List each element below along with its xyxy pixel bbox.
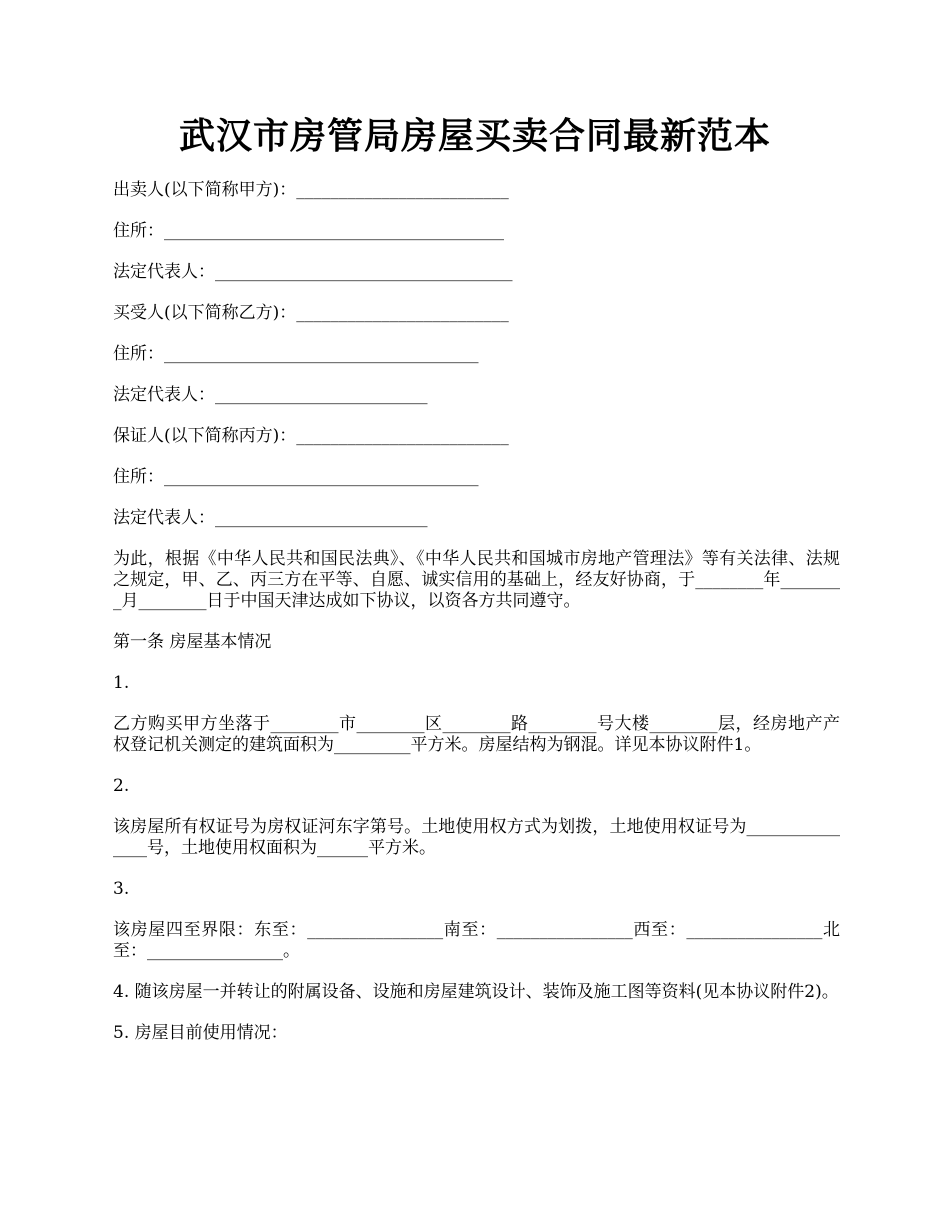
- buyer-representative-line: 法定代表人：_________________________: [113, 385, 428, 405]
- guarantor-address-line: 住所：_____________________________________: [113, 467, 479, 487]
- document-title: 武汉市房管局房屋买卖合同最新范本: [178, 115, 771, 157]
- buyer-address-line: 住所：_____________________________________: [113, 344, 479, 364]
- document-body: [113, 180, 840, 1064]
- guarantor-representative-line: 法定代表人：_________________________: [113, 508, 428, 528]
- item-3-number: 3.: [113, 879, 130, 899]
- item-4-text: 4. 随该房屋一并转让的附属设备、设施和房屋建筑设计、装饰及施工图等资料(见本协议附件2)。: [113, 982, 839, 1002]
- buyer-line: 买受人(以下简称乙方)：_________________________: [113, 303, 509, 323]
- item-1-number: 1.: [113, 673, 130, 693]
- seller-line: 出卖人(以下简称甲方)：_________________________: [113, 180, 509, 200]
- seller-address-line: 住所：________________________________________: [113, 221, 504, 241]
- item-1-text: 乙方购买甲方坐落于________市________区________路________号大楼________层，经房地产产权登记机关测定的建筑面积为_________平方米。房屋结构为钢混。详见本协议附件1。: [113, 714, 840, 755]
- item-2-text: 该房屋所有权证号为房权证河东字第号。土地使用权方式为划拨，土地使用权证号为_______________号，土地使用权面积为______平方米。: [113, 817, 840, 858]
- item-2-number: 2.: [113, 776, 130, 796]
- item-5-text: 5. 房屋目前使用情况：: [113, 1023, 288, 1043]
- article-1-heading: 第一条 房屋基本情况: [113, 632, 272, 652]
- guarantor-line: 保证人(以下简称丙方)：_________________________: [113, 426, 509, 446]
- seller-representative-line: 法定代表人：___________________________________: [113, 262, 513, 282]
- preamble-paragraph: 为此，根据《中华人民共和国民法典》、《中华人民共和国城市房地产管理法》等有关法律、法规之规定，甲、乙、丙三方在平等、自愿、诚实信用的基础上，经友好协商，于________年________月________日于中国天津达成如下协议，以资各方共同遵守。: [113, 549, 840, 611]
- item-3-text: 该房屋四至界限：东至：________________南至：________________西至：________________北至：________________。: [113, 920, 840, 961]
